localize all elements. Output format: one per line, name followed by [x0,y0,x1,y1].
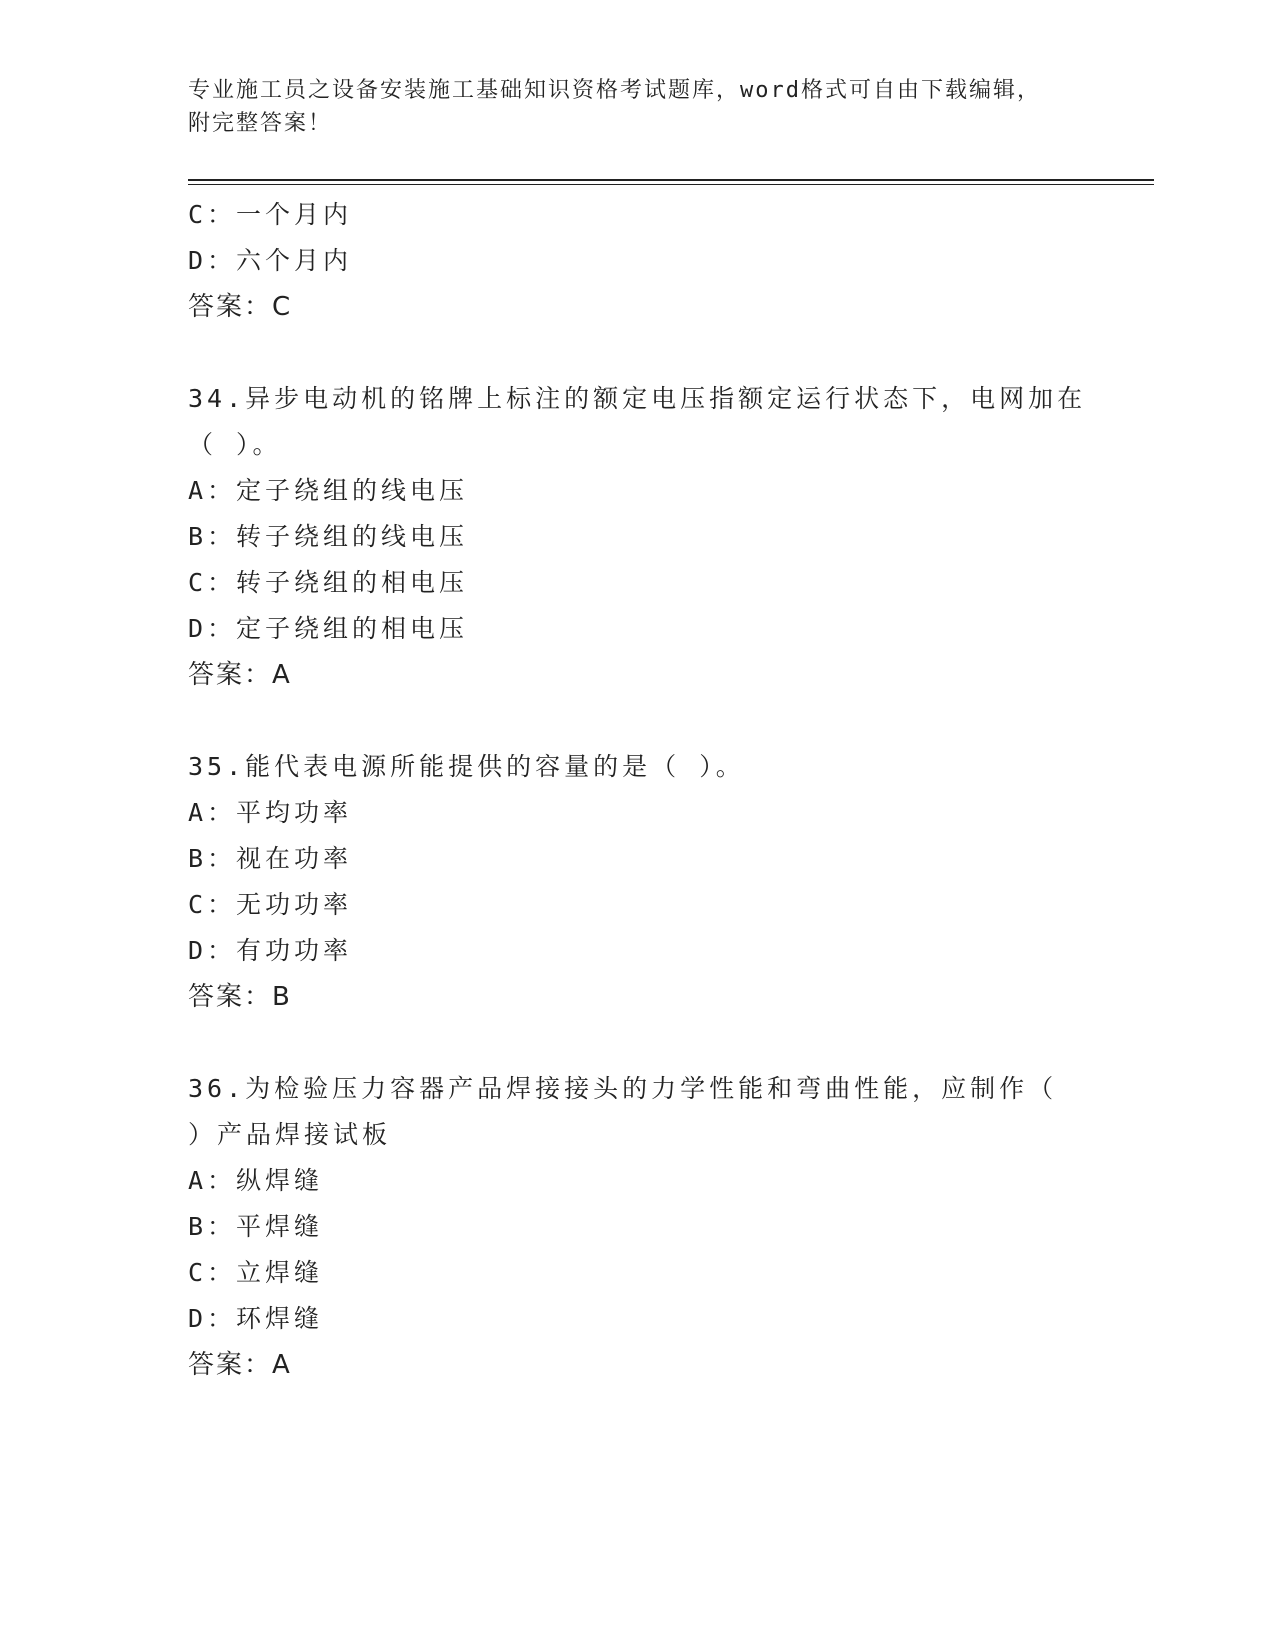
option-c: C：一个月内 [188,200,353,229]
spacer [188,1020,1108,1066]
option-a: A：平均功率 [188,798,353,827]
question-36 [188,1066,1108,1388]
option-c: C：无功功率 [188,890,353,919]
spacer [188,330,1108,376]
header-divider-thin [188,184,1154,185]
option-b: B：视在功率 [188,844,353,873]
question-33-tail [188,192,1108,330]
option-d: D：六个月内 [188,246,353,275]
question-stem: 35.能代表电源所能提供的容量的是（ ）。 [188,752,745,781]
option-b: B：平焊缝 [188,1212,324,1241]
question-stem-continued: （ ）。 [188,430,282,459]
option-d: D：有功功率 [188,936,353,965]
question-stem-continued: ）产品焊接试板 [188,1120,392,1149]
header-divider-thick [188,179,1154,181]
header-line-1: 专业施工员之设备安装施工基础知识资格考试题库，word格式可自由下载编辑， [188,78,1041,103]
option-c: C：转子绕组的相电压 [188,568,469,597]
answer-label: 答案：C [188,292,293,322]
document-header [188,74,1068,140]
header-line-2: 附完整答案！ [188,111,333,136]
option-b: B：转子绕组的线电压 [188,522,469,551]
question-stem: 34.异步电动机的铭牌上标注的额定电压指额定运行状态下，电网加在 [188,384,1087,413]
option-d: D：定子绕组的相电压 [188,614,469,643]
spacer [188,698,1108,744]
option-d: D：环焊缝 [188,1304,324,1333]
option-a: A：纵焊缝 [188,1166,324,1195]
answer-label: 答案：B [188,982,292,1012]
option-a: A：定子绕组的线电压 [188,476,469,505]
option-c: C：立焊缝 [188,1258,324,1287]
answer-label: 答案：A [188,1350,292,1380]
question-34 [188,376,1108,698]
question-35 [188,744,1108,1020]
answer-label: 答案：A [188,660,292,690]
document-body [188,192,1108,1388]
question-stem: 36.为检验压力容器产品焊接接头的力学性能和弯曲性能，应制作（ [188,1074,1058,1103]
